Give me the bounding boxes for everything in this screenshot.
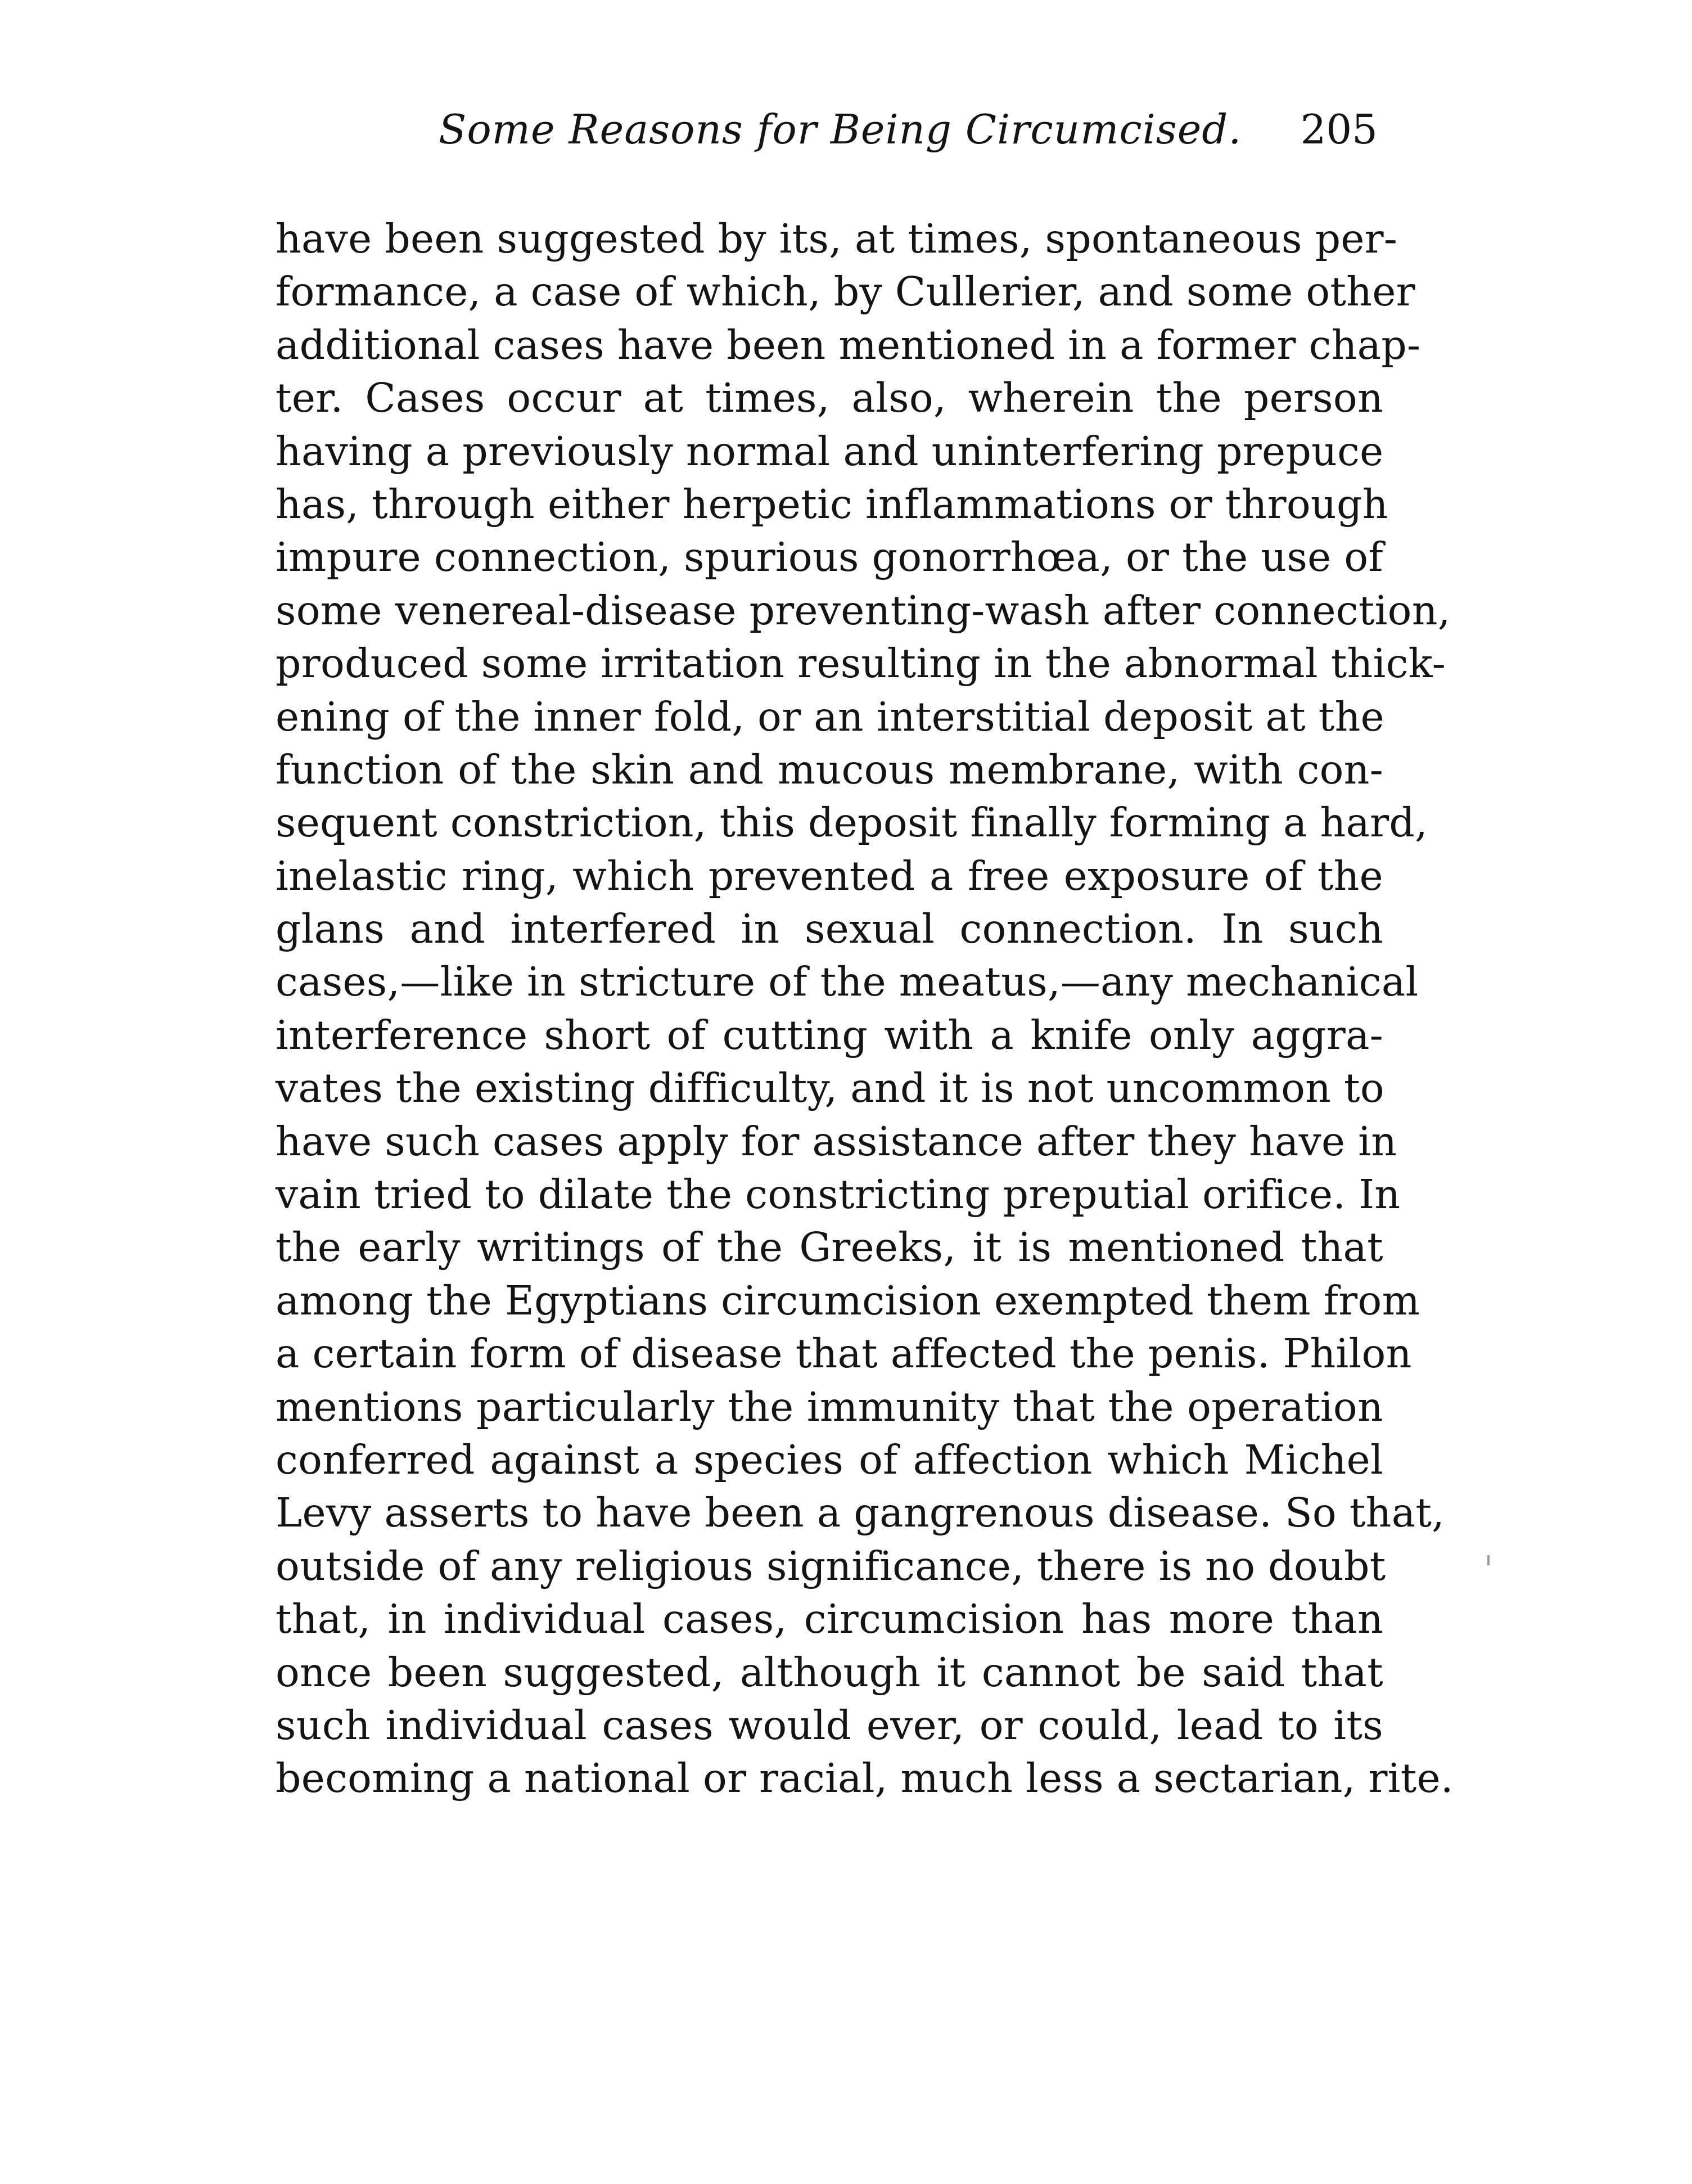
- text-line: inelastic ring, which prevented a free exposure of the: [276, 852, 1383, 899]
- text-line: Levy asserts to have been a gangrenous disease. So that,: [276, 1489, 1445, 1537]
- text-line: function of the skin and mucous membrane, with con-: [276, 746, 1383, 793]
- scan-speck: [1487, 1555, 1490, 1565]
- text-line: mentions particularly the immunity that the operation: [276, 1383, 1383, 1430]
- page-header: [439, 106, 1378, 173]
- text-line: have such cases apply for assistance after they have in: [276, 1118, 1397, 1165]
- text-line: such individual cases would ever, or could, lead to its: [276, 1701, 1383, 1749]
- text-line: a certain form of disease that affected the penis. Philon: [276, 1330, 1412, 1377]
- text-line: have been suggested by its, at times, spontaneous per-: [276, 215, 1398, 262]
- text-line: having a previously normal and uninterfering prepuce: [276, 427, 1384, 475]
- text-line: ter. Cases occur at times, also, wherein the person: [276, 375, 1383, 422]
- text-line: impure connection, spurious gonorrhœa, or the use of: [276, 534, 1383, 581]
- text-line: the early writings of the Greeks, it is mentioned that: [276, 1224, 1383, 1271]
- running-head: Some Reasons for Being Circumcised.: [439, 106, 1242, 153]
- text-line: among the Egyptians circumcision exempted them from: [276, 1277, 1420, 1324]
- text-line: formance, a case of which, by Cullerier, and some other: [276, 268, 1415, 316]
- text-line: additional cases have been mentioned in a former chap-: [276, 321, 1421, 368]
- text-line: vates the existing difficulty, and it is not uncommon to: [276, 1065, 1384, 1112]
- text-line: cases,—like in stricture of the meatus,—any mechanical: [276, 958, 1419, 1006]
- text-line: interference short of cutting with a knife only aggra-: [276, 1011, 1383, 1059]
- text-line: ening of the inner fold, or an interstitial deposit at the: [276, 693, 1384, 740]
- text-line: conferred against a species of affection which Michel: [276, 1436, 1383, 1483]
- page-number: 205: [1300, 106, 1378, 153]
- text-line: becoming a national or racial, much less a sectarian, rite.: [276, 1755, 1454, 1802]
- text-line: outside of any religious significance, there is no doubt: [276, 1542, 1386, 1589]
- text-line: has, through either herpetic inflammations or through: [276, 480, 1388, 528]
- text-line: produced some irritation resulting in the abnormal thick-: [276, 640, 1446, 687]
- text-line: sequent constriction, this deposit finally forming a hard,: [276, 799, 1428, 846]
- text-line: that, in individual cases, circumcision has more than: [276, 1596, 1383, 1643]
- text-line: once been suggested, although it cannot be said that: [276, 1649, 1383, 1696]
- text-line: some venereal-disease preventing-wash after connection,: [276, 587, 1451, 634]
- text-line: vain tried to dilate the constricting preputial orifice. In: [276, 1171, 1401, 1218]
- body-text: [276, 213, 1454, 1805]
- text-line: glans and interfered in sexual connection. In such: [276, 906, 1383, 953]
